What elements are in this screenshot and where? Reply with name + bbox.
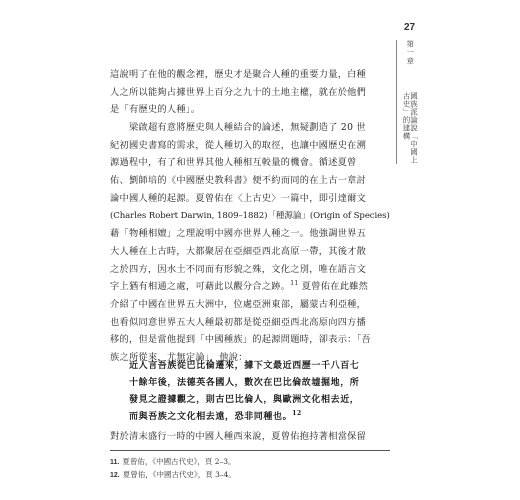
chapter-label: 第一章 <box>405 40 415 66</box>
footnote-divider <box>110 450 390 451</box>
chapter-title: 國族派論說「中國上古史」的建構 <box>402 92 419 164</box>
body-line: 之於四方，因水土不同而有形貌之殊，文化之別，唯在語言文 <box>110 263 367 275</box>
footnote-item <box>110 468 390 481</box>
body-line: 對於清末盛行一時的中國人種西來說，夏曾佑抱持著相當保留 <box>110 431 367 442</box>
body-line: 佑、劉師培的《中國歷史教科書》便不約而同的在上古一章討 <box>110 175 367 187</box>
footnote-ref-12[interactable]: 12 <box>292 410 302 417</box>
block-quote <box>129 358 391 426</box>
body-line: 大人種在上古時，大都聚居在亞細亞西北高原一帶，其後才散 <box>110 245 367 257</box>
footnote-text: 夏曾佑，《中國古代史》，頁 3–4。 <box>122 470 236 479</box>
body-line-text: 字上猶有相通之處，可藉此以觀分合之跡。 <box>110 281 291 293</box>
body-line-with-footnote <box>110 278 390 296</box>
body-line: 梁啟超有意將歷史與人種結合的論述，無疑劃造了 20 世 <box>110 122 366 134</box>
body-line: 也看似同意世界五大人種最初都是從亞細亞西北高原向四方播 <box>110 316 367 328</box>
body-line: 移的，但是當他提到「中國種族」的起源問題時，卻表示：「吾 <box>110 334 372 346</box>
page-number: 27 <box>404 22 416 33</box>
footnote-text: 夏曾佑，《中國古代史》，頁 2–3。 <box>122 457 236 466</box>
body-line: 紀初國史書寫的需求，從人種切入的取徑，也讓中國歷史在溯 <box>110 139 367 151</box>
quote-line-text: 而與吾族之文化相去遠，恐非同種也。 <box>129 412 293 422</box>
body-line: 族之所從來，尤無定論」，他說： <box>110 352 248 363</box>
body-line: 這說明了在他的觀念裡，歷史才是聚合人種的重要力量，白種 <box>110 69 367 80</box>
quote-line: 發見之證據觀之，則古巴比倫人，與歐洲文化相去近， <box>129 395 360 405</box>
quote-line: 十餘年後，法德英各國人，數次在巴比倫故墟掘地，所 <box>129 378 360 388</box>
body-line: 人之所以能夠占據世界上百分之九十的土地主權，就在於他們 <box>110 86 367 98</box>
footnotes <box>110 455 390 481</box>
body-line: (Charles Robert Darwin, 1809–1882)「種源論」(Origin of Species) <box>110 210 390 221</box>
chapter-divider-line <box>396 40 397 164</box>
main-body-text <box>110 66 390 367</box>
body-line: 論中國人種的起源。夏曾佑在〈上古史〉一篇中，即引達爾文 <box>110 192 367 204</box>
continuation-text <box>110 428 390 445</box>
running-header <box>401 40 419 164</box>
body-line: 介紹了中國在世界五大洲中，位處亞洲東部，屬蒙古利亞種， <box>110 298 367 310</box>
footnote-number: 11. <box>110 459 120 466</box>
body-line: 是「有歷史的人種」。 <box>110 104 201 116</box>
quote-line-last <box>129 409 391 426</box>
body-line: 藉「物種相嬗」之理說明中國亦世界人種之一。他強調世界五 <box>110 228 367 240</box>
footnote-item <box>110 455 390 468</box>
footnote-ref-11[interactable]: 11 <box>290 280 299 288</box>
footnote-number: 12. <box>110 472 120 479</box>
quote-line: 近人言吾族從巴比倫遷來，據下文最近西歷一千八百七 <box>129 361 360 371</box>
body-line-text: 夏曾佑在此雖然 <box>301 281 369 293</box>
body-line: 源過程中，有了和世界其他人種相互較量的機會。循述夏曾 <box>110 157 357 169</box>
